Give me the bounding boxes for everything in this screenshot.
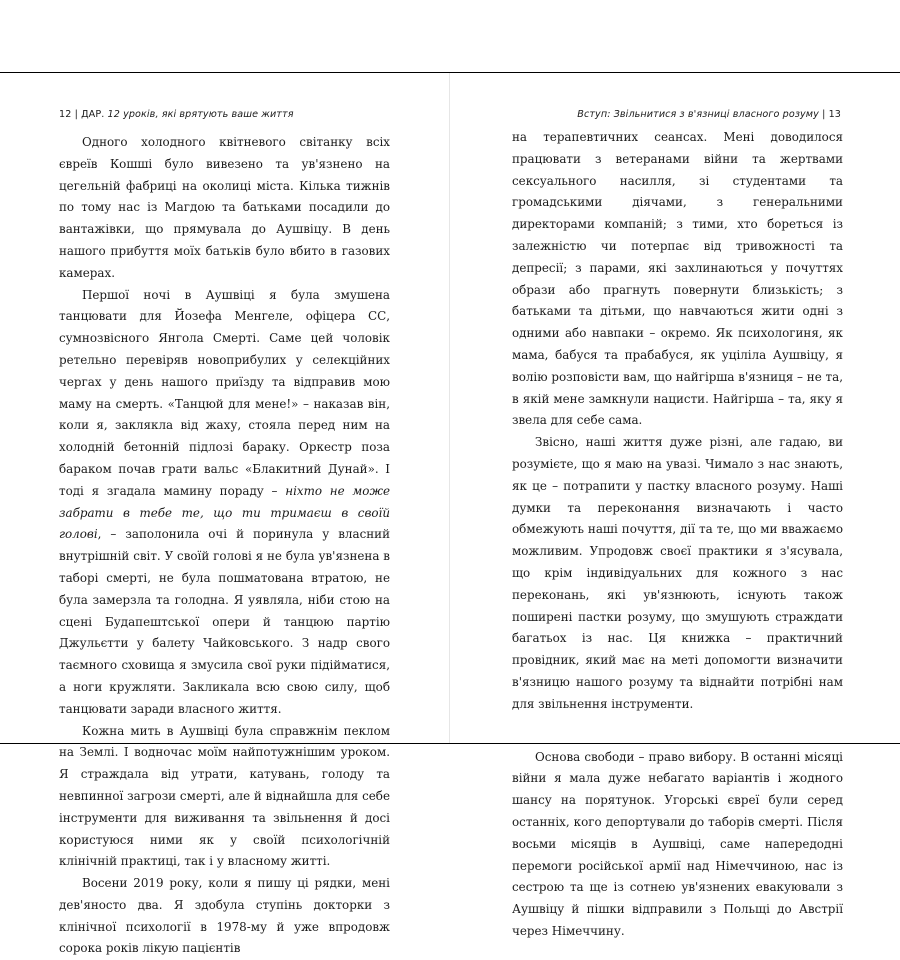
left-page-body [59, 132, 390, 960]
header-chapter-title: Вступ: Звільнитися з в'язниці власного розуму [577, 109, 819, 120]
header-author: ДАР. [81, 109, 105, 120]
left-page-number: 12 [59, 109, 72, 120]
book-spread [0, 72, 900, 956]
right-page-body [512, 127, 843, 943]
italic-quote: ніхто не може забрати в тебе те, що ти тримаєш в своїй голові [59, 483, 390, 542]
right-running-header [577, 109, 841, 120]
paragraph: Основа свободи – право вибору. В останні місяці війни я мала дуже небагато варіантів і жодного шансу на порятунок. Угорські євреї були серед останніх, кого депортували до таборів смерті. Після восьми місяців в Аушвіці, саме напередодні перемоги російської армії над Німеччиною, нас із сестрою та ще із сотнею ув'язнених евакуювали з Аушвіцу й пішки відправили з Польщі до Австрії через Німеччину. [512, 749, 843, 938]
right-page-number: 13 [828, 109, 841, 120]
paragraph: Кожна мить в Аушвіці була справжнім пеклом на Землі. І водночас моїм найпотужнішим уроком. Я страждала від утрати, катувань, голоду та невпинної загрози смерті, але й віднайшла для себе інструменти для виживання та звільнення й досі користуюся ними як у своїй психологічній клінічній практиці, так і у власному житті. [59, 723, 390, 869]
paragraph: на терапевтичних сеансах. Мені доводилося працювати з ветеранами війни та жертвами сексуального насилля, зі студентами та громадськими діячами, з генеральними директорами компаній; з тими, хто бореться із залежністю чи потерпає від тривожності та депресії; з парами, які захлинаються у почуттях образи або прагнуть повернути близькість; з батьками та дітьми, що навчаються жити одні з одними або навпаки – окремо. Як психологиня, як мама, бабуся та прабабуся, як уціліла Аушвіцу, я волію розповісти вам, що найгірша в'язниця – не та, в якій мене замкнули нацисти. Найгірша – та, яку я звела для себе сама. [512, 130, 843, 428]
paragraph: Одного холодного квітневого світанку всіх євреїв Кошші було вивезено та ув'язнено на цегельній фабриці на околиці міста. Кілька тижнів по тому нас із Магдою та батьками посадили до вантажівки, що прямувала до Аушвіцу. В день нашого прибуття моїх батьків було вбито в газових камерах. [59, 135, 390, 280]
paragraph: Восени 2019 року, коли я пишу ці рядки, мені дев'яносто два. Я здобула ступінь докторки з клінічної психології в 1978-му й уже впродовж сорока років лікую пацієнтів [59, 876, 390, 956]
paragraph [59, 285, 390, 721]
left-running-header [59, 109, 294, 120]
header-separator: | [822, 109, 826, 120]
header-book-title: 12 уроків, які врятують ваше життя [107, 109, 294, 120]
header-separator: | [74, 109, 78, 120]
paragraph-text: Першої ночі в Аушвіці я була змушена танцювати для Йозефа Менгеле, офіцера СС, сумнозвісного Янгола Смерті. Саме цей чоловік ретельно перевіряв новоприбулих у селекційних чергах у день нашого приїзду та відправив мою маму на смерть. «Танцюй для мене!» – наказав він, коли я, заклякла від жаху, стояла перед ним на холодній бетонній підлозі бараку. Оркестр поза бараком почав грати вальс «Блакитний Дунай». І тоді я згадала мамину пораду – [59, 287, 390, 498]
paragraph-text: , – заполонила очі й поринула у власний внутрішній світ. У своїй голові я не була ув'язнена в таборі смерті, не була пошматована втратою, не була замерзла та голодна. Я уявляла, ніби стою на сцені Будапештської опери й танцюю партію Джульєтти у балету Чайковського. З надр свого таємного сховища я змусила свої руки підійматися, а ноги кружляти. Закликала всю свою силу, щоб танцювати заради власного життя. [59, 527, 390, 716]
paragraph: Звісно, наші життя дуже різні, але гадаю, ви розумієте, що я маю на увазі. Чимало з нас знають, як це – потрапити у пастку власного розуму. Наші думки та переконання визначають і часто обмежують наші почуття, дії та те, що ми вважаємо можливим. Упродовж своєї практики я з'ясувала, що крім індивідуальних для кожного з нас переконань, які ув'язнюють, існують також поширені пастки розуму, що змушують страждати багатьох із нас. Ця книжка – практичний провідник, який має на меті допомогти визначити в'язницю нашого розуму та віднайти потрібні нам для звільнення інструменти. [512, 435, 843, 711]
page-gutter [449, 73, 450, 743]
